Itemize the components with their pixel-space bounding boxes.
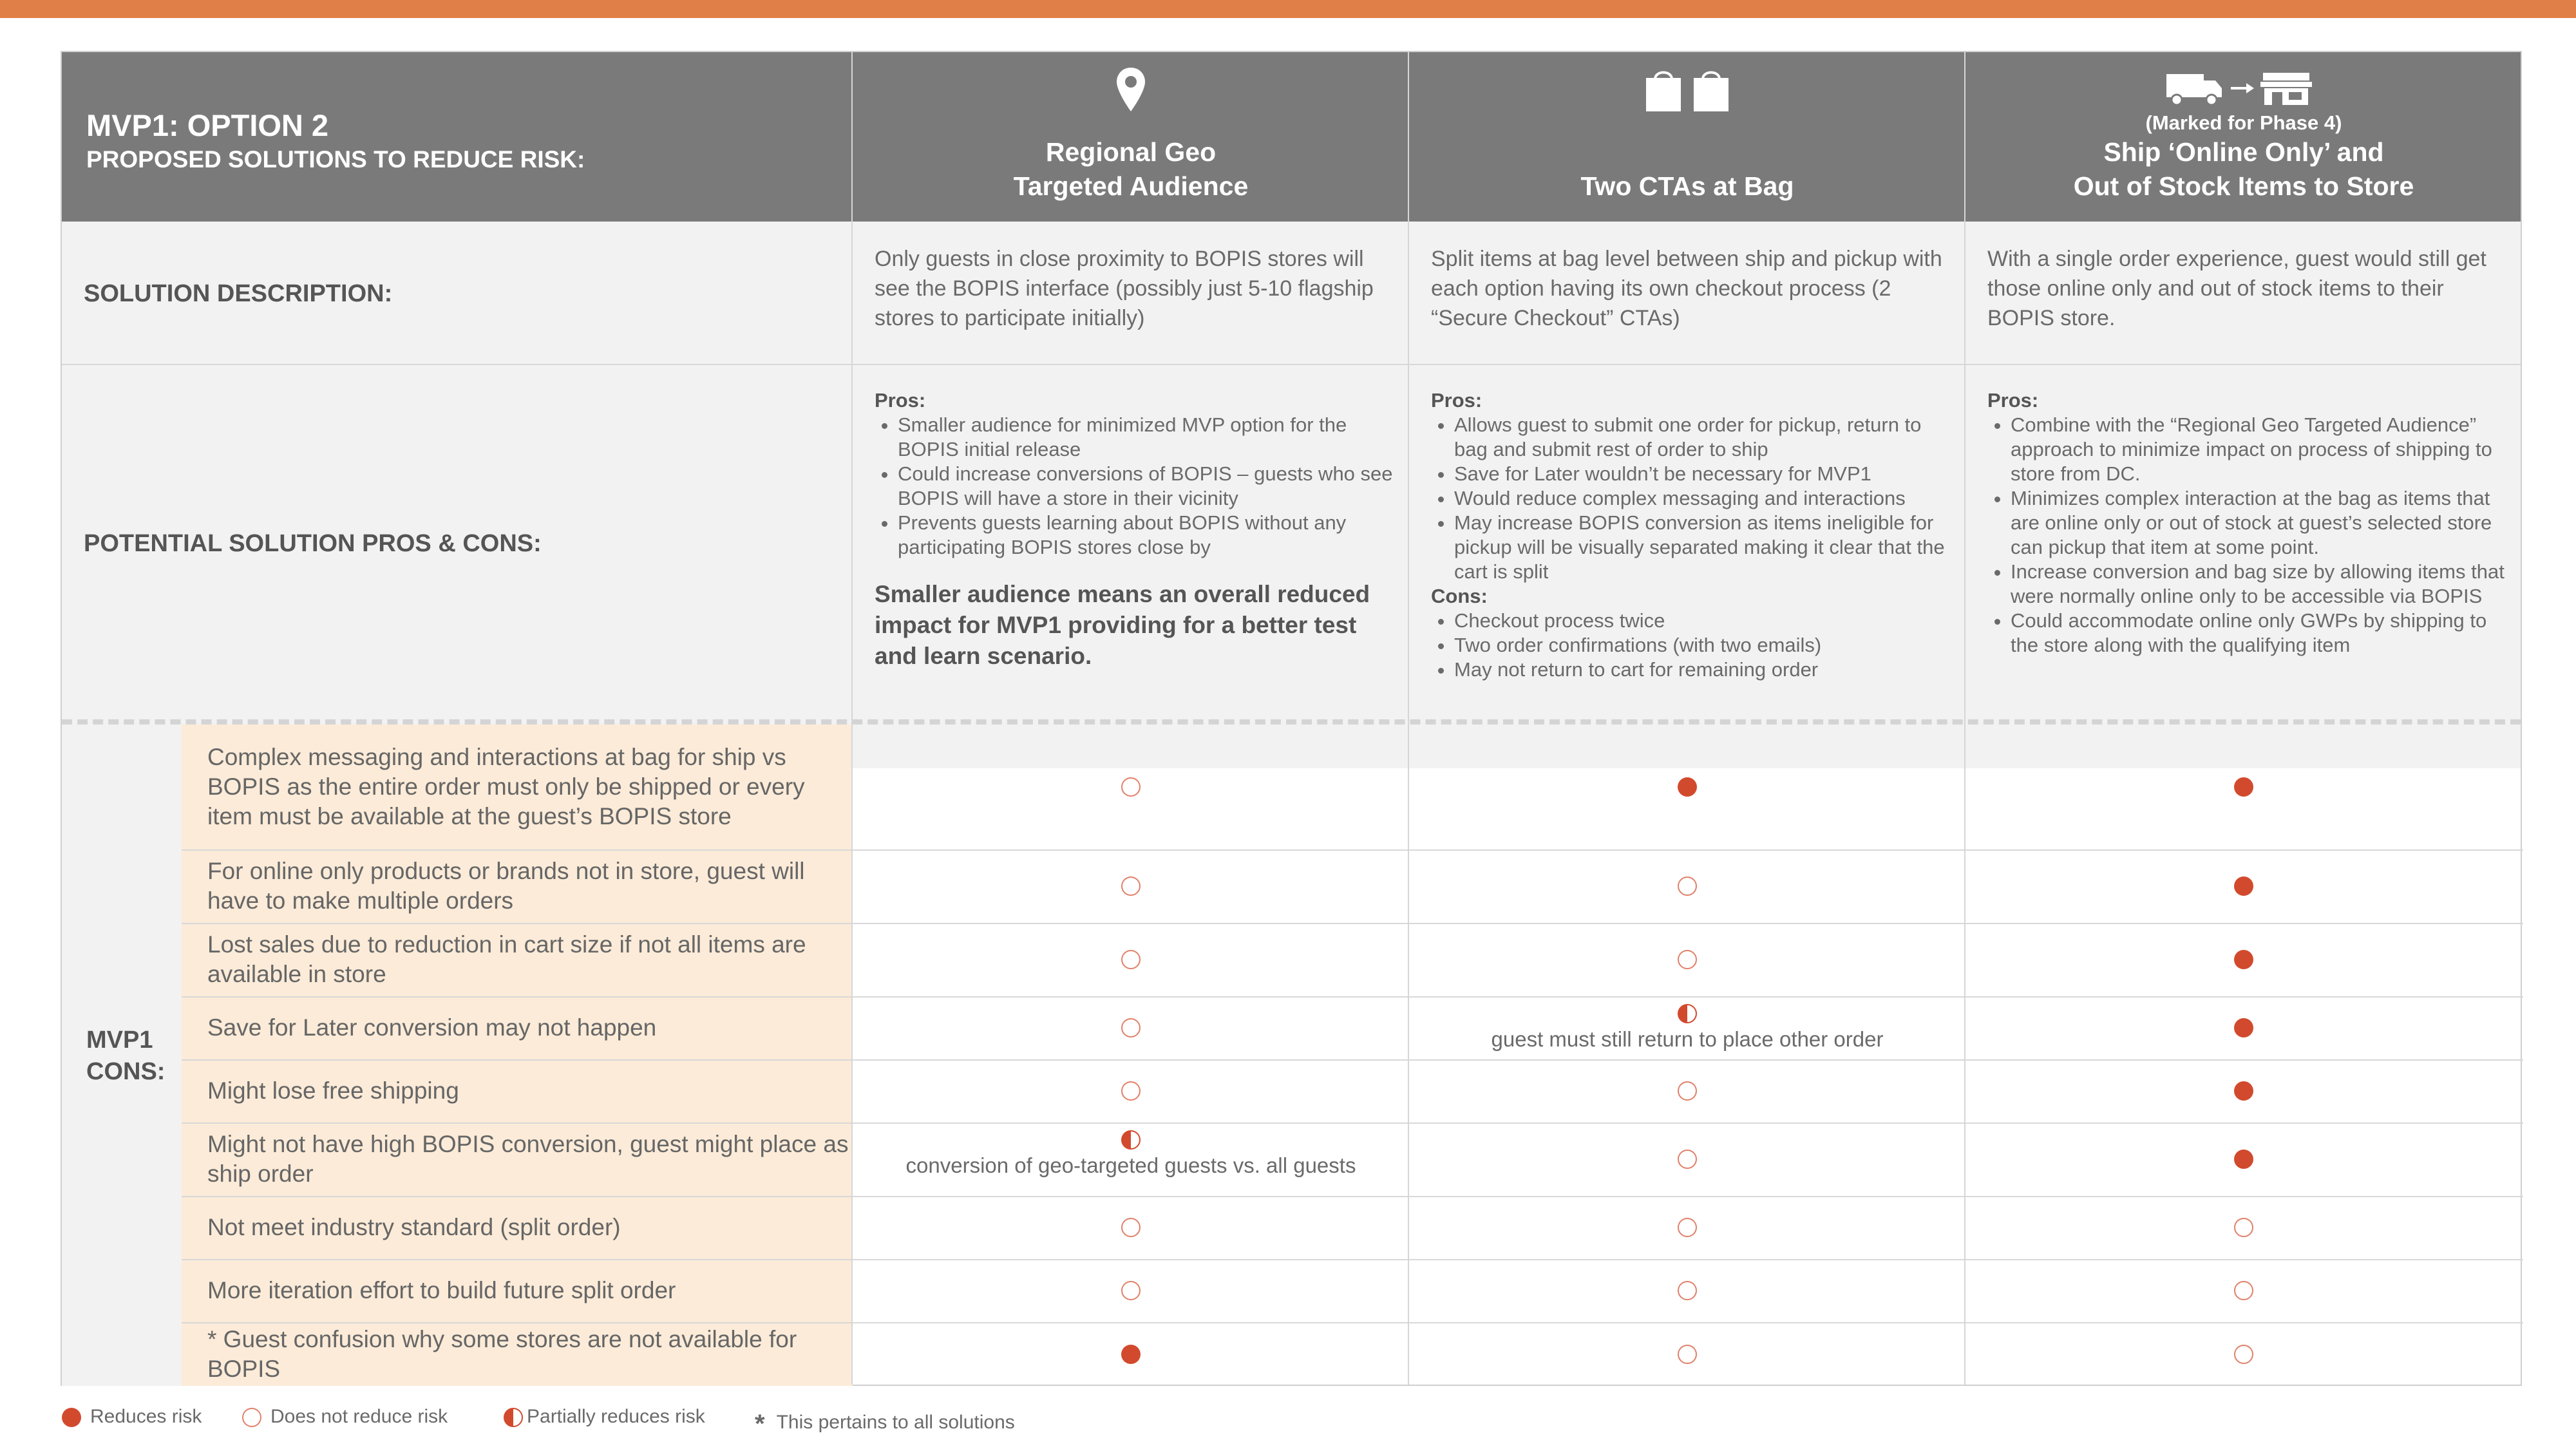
pros-cons-two-ctas [1431, 388, 1953, 682]
row-divider [182, 1059, 2523, 1061]
reduces-risk-icon [1678, 777, 1697, 797]
list-item: • Smaller audience for minimized MVP option for the BOPIS initial release [898, 413, 1396, 462]
truck-to-store-icon [2166, 69, 2321, 116]
column-header-ship-to-store [1965, 52, 2522, 222]
does-not-reduce-risk-icon [1121, 1218, 1141, 1237]
half-circle-icon [504, 1408, 523, 1427]
phase-note: (Marked for Phase 4) [2145, 111, 2342, 134]
does-not-reduce-risk-icon [1678, 1150, 1697, 1169]
does-not-reduce-risk-icon [1121, 1081, 1141, 1101]
cons-row-text: * Guest confusion why some stores are not available for BOPIS [207, 1325, 797, 1382]
reduces-risk-icon [1121, 1345, 1141, 1364]
reduces-risk-icon [2234, 1018, 2253, 1037]
cons-row-text: Not meet industry standard (split order) [207, 1214, 621, 1240]
reduces-risk-icon [2234, 1081, 2253, 1101]
pros-heading: Pros: [1431, 389, 1482, 412]
row-divider [182, 1259, 2523, 1260]
reduces-risk-icon [2234, 876, 2253, 896]
does-not-reduce-risk-icon [1678, 876, 1697, 896]
cons-row-text: Might lose free shipping [207, 1077, 459, 1104]
cons-row-text: Complex messaging and interactions at bag for ship vs BOPIS as the entire order must only be shipped or every item must be available at the guest’s BOPIS store [207, 744, 805, 829]
cons-row-text: More iteration effort to build future split order [207, 1277, 676, 1303]
reduces-risk-icon [2234, 777, 2253, 797]
column-label-line2: Two CTAs at Bag [1580, 171, 1794, 201]
list-item: • May not return to cart for remaining order [1454, 658, 1953, 682]
column-divider [1964, 52, 1965, 1385]
cons-label-line1: MVP1 [86, 1027, 153, 1054]
legend-asterisk [755, 1406, 1015, 1438]
does-not-reduce-risk-icon [1678, 950, 1697, 969]
does-not-reduce-risk-icon [1678, 1345, 1697, 1364]
cons-section-label [86, 1025, 165, 1088]
legend-reduces [62, 1406, 202, 1428]
list-item: • Combine with the “Regional Geo Targeted Audience” approach to minimize impact on process of shipping to store from DC. [2011, 413, 2510, 486]
column-label-line2: Targeted Audience [1013, 171, 1249, 201]
does-not-reduce-risk-icon [1121, 1281, 1141, 1300]
page-title: MVP1: OPTION 2 [86, 108, 329, 142]
legend-label: This pertains to all solutions [776, 1412, 1015, 1433]
list-item: • Could accommodate online only GWPs by shipping to the store along with the qualifying item [2011, 609, 2510, 658]
list-item: • Save for Later wouldn’t be necessary for MVP1 [1454, 462, 1953, 486]
reduces-risk-icon [2234, 1150, 2253, 1169]
legend-not-reduces [242, 1406, 448, 1428]
list-item: • Two order confirmations (with two emails) [1454, 633, 1953, 658]
row-divider [182, 996, 2523, 998]
partially-reduces-risk-icon [1121, 1130, 1141, 1150]
column-header-geo [853, 52, 1409, 222]
row-divider [182, 1196, 2523, 1197]
description-label: SOLUTION DESCRIPTION: [84, 280, 393, 307]
does-not-reduce-risk-icon [1678, 1281, 1697, 1300]
location-pin-icon [1115, 66, 1146, 121]
row-divider [182, 1122, 2523, 1124]
does-not-reduce-risk-icon [1678, 1081, 1697, 1101]
column-header-two-ctas [1409, 52, 1965, 222]
description-geo: Only guests in close proximity to BOPIS stores will see the BOPIS interface (possibly just 5-10 flagship stores to participate initially) [875, 247, 1374, 330]
asterisk-icon: * [755, 1410, 765, 1438]
pros-cons-geo [875, 388, 1396, 672]
cons-heading: Cons: [1431, 585, 1488, 607]
column-label-line1: Regional Geo [1045, 137, 1217, 167]
column-divider [851, 52, 853, 1385]
does-not-reduce-risk-icon [1121, 1018, 1141, 1037]
list-item: • Checkout process twice [1454, 609, 1953, 633]
does-not-reduce-risk-icon [1121, 777, 1141, 797]
list-item: • Would reduce complex messaging and interactions [1454, 486, 1953, 511]
does-not-reduce-risk-icon [2234, 1345, 2253, 1364]
row-divider [182, 1322, 2523, 1323]
does-not-reduce-risk-icon [1121, 950, 1141, 969]
mark-note: conversion of geo-targeted guests vs. all guests [905, 1153, 1356, 1177]
cons-row-text: Might not have high BOPIS conversion, guest might place as ship order [207, 1131, 849, 1187]
comparison-table [61, 51, 2522, 1386]
does-not-reduce-risk-icon [1678, 1218, 1697, 1237]
row-divider [182, 923, 2523, 924]
list-item: • Increase conversion and bag size by allowing items that were normally online only to be accessible via BOPIS [2011, 560, 2510, 609]
column-label-line2: Out of Stock Items to Store [2073, 171, 2414, 201]
cons-row-text: Lost sales due to reduction in cart size if not all items are available in store [207, 931, 806, 987]
dashed-divider [62, 719, 2521, 724]
pros-heading: Pros: [875, 389, 926, 412]
does-not-reduce-risk-icon [2234, 1281, 2253, 1300]
legend-label: Reduces risk [90, 1406, 202, 1427]
empty-circle-icon [242, 1408, 261, 1427]
description-ship-to-store: With a single order experience, guest would still get those online only and out of stock items to their BOPIS store. [1987, 247, 2486, 330]
page-subtitle: PROPOSED SOLUTIONS TO REDUCE RISK: [86, 146, 585, 173]
column-label-line1: Ship ‘Online Only’ and [2103, 137, 2384, 167]
top-accent-bar [0, 0, 2576, 18]
cons-row-text: Save for Later conversion may not happen [207, 1014, 657, 1041]
column-divider [1408, 52, 1409, 1385]
legend-label: Partially reduces risk [527, 1406, 705, 1427]
pros-cons-label: POTENTIAL SOLUTION PROS & CONS: [84, 530, 542, 557]
mark-note: guest must still return to place other order [1491, 1027, 1884, 1051]
list-item: • Allows guest to submit one order for pickup, return to bag and submit rest of order to ship [1454, 413, 1953, 462]
list-item: • Could increase conversions of BOPIS – guests who see BOPIS will have a store in their vicinity [898, 462, 1396, 511]
list-item: • Minimizes complex interaction at the bag as items that are online only or out of stock at guest’s selected store can pickup that item at some point. [2011, 486, 2510, 560]
pros-heading: Pros: [1987, 389, 2039, 412]
shopping-bags-icon [1645, 68, 1730, 121]
summary-statement: Smaller audience means an overall reduced impact for MVP1 providing for a better test and learn scenario. [875, 581, 1370, 669]
legend-label: Does not reduce risk [270, 1406, 448, 1427]
filled-circle-icon [62, 1408, 81, 1427]
does-not-reduce-risk-icon [2234, 1218, 2253, 1237]
does-not-reduce-risk-icon [1121, 876, 1141, 896]
partially-reduces-risk-icon [1678, 1004, 1697, 1023]
cons-label-line2: CONS: [86, 1058, 166, 1085]
description-two-ctas: Split items at bag level between ship and pickup with each option having its own checkout process (2 “Secure Checkout” CTAs) [1431, 247, 1942, 330]
legend-partial [504, 1406, 705, 1428]
list-item: • Prevents guests learning about BOPIS without any participating BOPIS stores close by [898, 511, 1396, 560]
cons-row-text: For online only products or brands not in store, guest will have to make multiple orders [207, 858, 805, 914]
pros-cons-ship-to-store [1987, 388, 2510, 658]
reduces-risk-icon [2234, 950, 2253, 969]
list-item: • May increase BOPIS conversion as items ineligible for pickup will be visually separated making it clear that the cart is split [1454, 511, 1953, 584]
row-divider [182, 849, 2523, 851]
